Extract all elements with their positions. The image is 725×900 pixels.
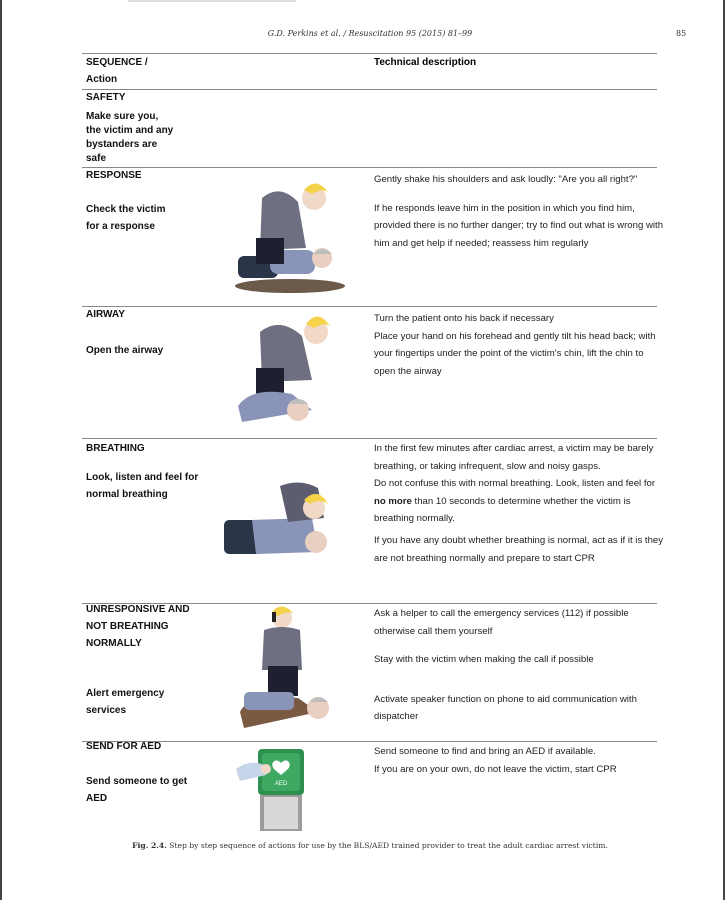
breathing-desc-text: than 10 seconds to determine whether the victim is breathing normally. [374,495,631,525]
row-safety-title: SAFETY [86,92,126,103]
unresponsive-title-line: NOT BREATHING [86,621,169,632]
breathing-illustration [222,478,342,560]
unresponsive-action-line: Alert emergency [86,688,165,699]
row-rule-safety [82,89,657,90]
col-header-sequence-line1: SEQUENCE / [86,57,148,68]
row-rule-breathing [82,438,657,439]
safety-action-line: bystanders are [86,139,158,150]
response-illustration [230,178,350,298]
row-breathing-title: BREATHING [86,443,145,454]
row-airway-desc [374,310,664,391]
row-aed-desc [374,743,664,789]
col-header-sequence [86,54,148,88]
row-unresponsive-desc [374,605,664,737]
col-header-sequence-line2: Action [86,74,118,85]
airway-desc-para: Place your hand on his forehead and gently tilt his head back; with your fingertips under the point of the victim's chin, lift the chin to open the airway [374,330,656,377]
row-response-desc [374,171,664,263]
row-breathing-desc [374,440,664,578]
top-edge-strip [128,0,296,2]
breathing-action-line: Look, listen and feel for [86,472,199,483]
row-unresponsive-title [86,601,190,652]
row-aed-title: SEND FOR AED [86,741,162,752]
row-aed-action [86,773,187,807]
figure-label: Fig. 2.4. [132,841,167,850]
row-airway-title: AIRWAY [86,309,125,320]
unresponsive-title-line: UNRESPONSIVE AND [86,604,190,615]
figure-caption-text: Step by step sequence of actions for use by the BLS/AED trained provider to treat the adult cardiac arrest victim. [169,841,608,850]
unresponsive-action-line: services [86,705,127,716]
response-desc-para: Gently shake his shoulders and ask loudly: "Are you all right?" [374,174,638,185]
unresponsive-desc-para: Activate speaker function on phone to aid communication with dispatcher [374,693,637,723]
response-desc-para: If he responds leave him in the position in which you find him, provided there is no further danger; try to find out what is wrong with him and get help if needed; reassess him regularly [374,202,664,249]
row-rule-response [82,167,657,168]
response-action-line: for a response [86,221,155,232]
airway-desc-para: Turn the patient onto his back if necessary [374,313,554,324]
row-response-title: RESPONSE [86,170,142,181]
page-number: 85 [676,29,687,38]
aed-action-line: AED [86,793,108,804]
unresponsive-desc-para: Stay with the victim when making the call if possible [374,654,594,666]
breathing-desc-para: If you have any doubt whether breathing is normal, act as if it is they are not breathing normally and prepare to start CPR [374,534,664,564]
safety-action-line: safe [86,153,107,164]
unresponsive-desc-para: Ask a helper to call the emergency services (112) if possible otherwise call them yourself [374,608,629,637]
row-rule-airway [82,306,657,307]
safety-action-line: Make sure you, [86,111,159,122]
breathing-action-line: normal breathing [86,489,168,500]
aed-cabinet-illustration [236,745,308,831]
aed-logo-text: AED [274,781,288,787]
row-rule-aed [82,741,657,742]
aed-action-line: Send someone to get [86,776,188,787]
col-header-technical: Technical description [374,57,477,68]
breathing-desc-para [374,475,664,528]
row-unresponsive-action [86,685,164,719]
airway-illustration [232,310,347,428]
aed-desc-para: If you are on your own, do not leave the victim, start CPR [374,763,617,775]
unresponsive-title-line: NORMALLY [86,638,142,649]
journal-header: G.D. Perkins et al. / Resuscitation 95 (2015) 81–99 [267,29,473,38]
breathing-desc-para: In the first few minutes after cardiac arrest, a victim may be barely breathing, or taking infrequent, slow and noisy gasps. [374,443,654,472]
breathing-desc-text: Do not confuse this with normal breathing. Look, listen and feel for [374,478,656,490]
response-action-line: Check the victim [86,204,166,215]
safety-action-line: the victim and any [86,125,174,136]
row-safety-action [86,110,173,166]
row-airway-action: Open the airway [86,345,164,356]
call-emergency-illustration [238,604,338,736]
page-left-border [0,0,2,900]
aed-desc-para: Send someone to find and bring an AED if available. [374,746,596,757]
breathing-desc-emphasis: no more [374,495,412,507]
row-response-action [86,201,165,235]
row-breathing-action [86,469,198,503]
figure-caption [0,841,725,850]
